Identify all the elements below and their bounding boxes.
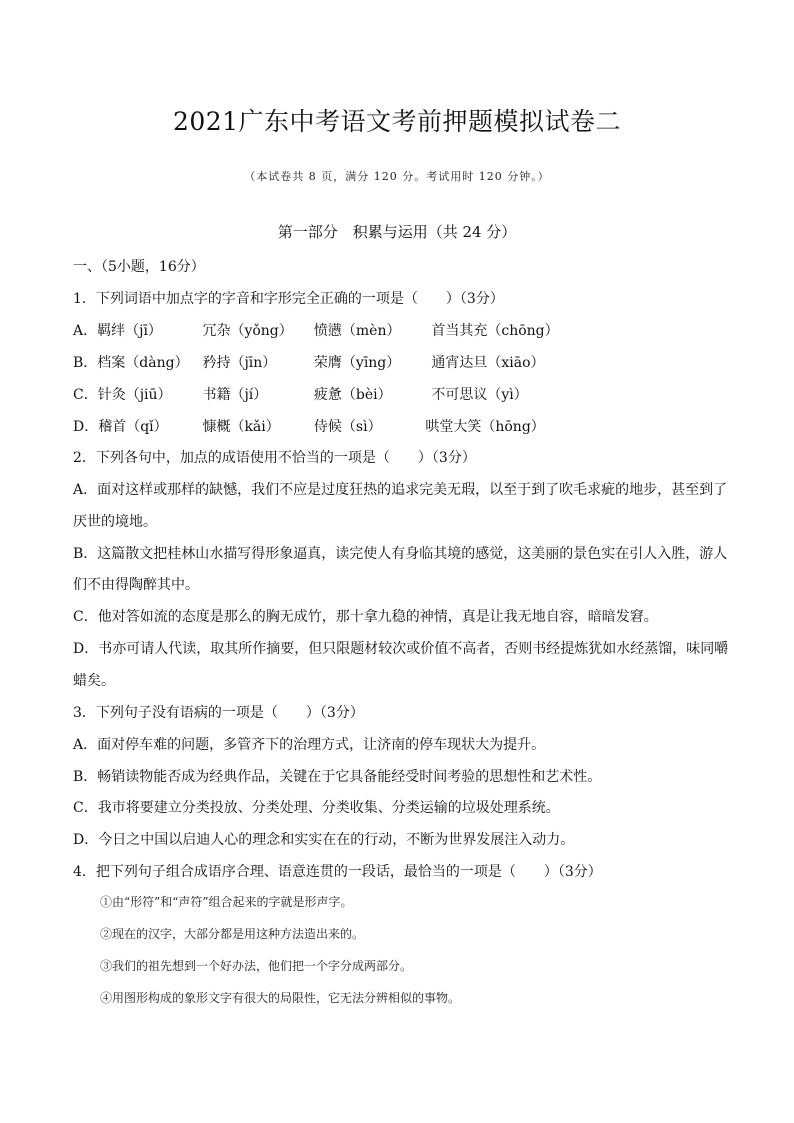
exam-title: 2021广东中考语文考前押题模拟试卷二 [172,107,622,136]
q1-option-b [73,352,545,372]
q1-d-word-4: 哄堂大笑（hōng） [425,419,545,435]
q1-a-word-4: 首当其充（chōng） [431,323,559,339]
q1-d-word-1: D．稽首（qǐ） [73,419,168,435]
q4-sentence-4: ④用图形构成的象形文字有很大的局限性，它无法分辨相似的事物。 [100,991,461,1005]
q1-c-word-1: C．针灸（jiū） [73,387,172,403]
q1-d-word-2: 慷概（kǎi） [202,419,280,435]
q2-line-4: 们不由得陶醉其中。 [73,577,199,593]
q1-d-word-3: 侍候（sì） [313,419,382,435]
q2-line-5: C．他对答如流的态度是那么的胸无成竹，那十拿九稳的神情，真是让我无地自容，暗暗发窘。 [73,609,658,625]
q2-line-6: D．书亦可请人代读，取其所作摘要，但只限题材较次或价值不高者，否则书经提炼犹如水经蒸馏，味同嚼 [73,641,729,657]
q1-a-word-1: A．羁绊（jī） [73,323,162,339]
q3-option-a: A．面对停车难的问题，多管齐下的治理方式，让济南的停车现状大为提升。 [73,737,546,753]
q3-option-c: C．我市将要建立分类投放、分类处理、分类收集、分类运输的垃圾处理系统。 [73,800,560,816]
q1-c-word-4: 不可思议（yì） [431,387,528,403]
exam-note: （本试卷共 8 页，满分 120 分。考试用时 120 分钟。） [244,170,550,183]
section-heading: 一、（5小题，16分） [73,259,205,275]
q1-b-word-1: B．档案（dàng） [73,355,189,371]
q1-b-word-4: 通宵达旦（xiāo） [431,355,545,371]
q3-option-d: D．今日之中国以启迪人心的理念和实实在在的行动，不断为世界发展注入动力。 [73,832,575,848]
q2-line-2: 厌世的境地。 [73,514,157,530]
q4-sentence-3: ③我们的祖先想到一个好办法，他们把一个字分成两部分。 [100,959,413,973]
q1-b-word-3: 荣膺（yīng） [313,355,401,371]
q2-line-1: A．面对这样或那样的缺憾，我们不应是过度狂热的追求完美无瑕，以至于到了吹毛求疵的地步，甚至到了 [73,482,728,498]
q4-stem: 4．把下列句子组合成语序合理、语意连贯的一段话，最恰当的一项是（ ）（3分） [73,864,602,880]
q4-sentence-2: ②现在的汉字，大部分都是用这种方法造出来的。 [100,927,365,941]
q1-a-word-3: 愤懑（mèn） [313,323,401,339]
q3-option-b: B．畅销读物能否成为经典作品，关键在于它具备能经受时间考验的思想性和艺术性。 [73,769,602,785]
part-heading: 第一部分 积累与运用（共 24 分） [277,223,517,241]
q1-c-word-2: 书籍（jí） [202,387,268,403]
q1-option-c [73,384,528,404]
q1-a-word-2: 冗杂（yǒng） [202,323,293,339]
q1-option-d [73,416,545,436]
q2-line-3: B．这篇散文把桂林山水描写得形象逼真，读完使人有身临其境的感觉，这美丽的景色实在引人入胜，游人 [73,546,728,562]
q4-sentence-1: ①由“形符”和“声符”组合起来的字就是形声字。 [100,895,353,909]
q3-stem: 3．下列句子没有语病的一项是（ ）（3分） [73,705,364,721]
q2-line-7: 蜡矣。 [73,673,115,689]
q1-b-word-2: 矜持（jīn） [202,355,277,371]
q1-c-word-3: 疲惫（bèi） [313,387,392,403]
q2-stem: 2．下列各句中，加点的成语使用不恰当的一项是（ ）（3分） [73,450,476,466]
q1-option-a [73,320,559,340]
q1-stem: 1．下列词语中加点字的字音和字形完全正确的一项是（ ）（3分） [73,291,504,307]
